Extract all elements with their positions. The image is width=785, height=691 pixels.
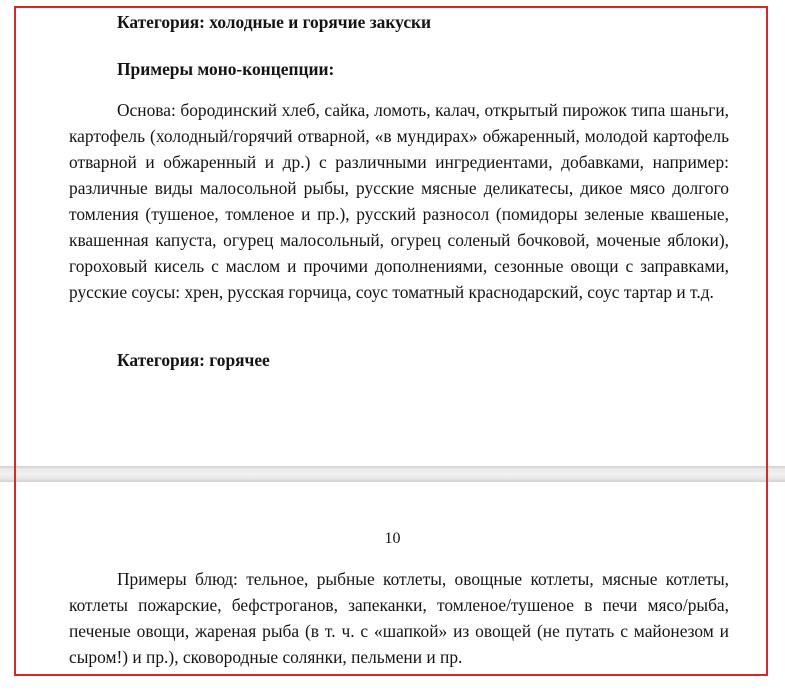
paragraph-base-ingredients: Основа: бородинский хлеб, сайка, ломоть, калач, открытый пирожок типа шаньги, картофель (холодный/горячий отварной, «в мундирах» обжаренный, молодой картофель отварной и обжаренный и др.) с различными ингредиентами, добавками, например: различные виды малосольной рыбы, русские мясные деликатесы, дикое мясо долгого томления (тушеное, томленое и пр.), русский разносол (помидоры зеленые квашеные, квашенная капуста, огурец малосольный, огурец соленый бочковой, моченые яблоки), гороховый кисель с маслом и прочими дополнениями, сезонные овощи с заправками, русские соусы: хрен, русская горчица, соус томатный краснодарский, соус тартар и т.д. — [69, 100, 729, 302]
page-number: 10 — [384, 530, 401, 547]
heading-category-hot: Категория: горячее — [117, 350, 270, 370]
paragraph-dish-examples: Примеры блюд: тельное, рыбные котлеты, овощные котлеты, мясные котлеты, котлеты пожарские, бефстроганов, запеканки, томленое/тушеное в печи мясо/рыба, печеные овощи, жареная рыба (в т. ч. с «шапкой» из овощей (не путать с майонезом и сыром!) и пр.), сковородные солянки, пельмени и пр. — [69, 569, 729, 667]
heading-category-cold-hot-snacks: Категория: холодные и горячие закуски — [117, 12, 432, 32]
heading-mono-concept-examples: Примеры моно-концепции: — [117, 59, 335, 79]
page-separator — [0, 466, 785, 482]
